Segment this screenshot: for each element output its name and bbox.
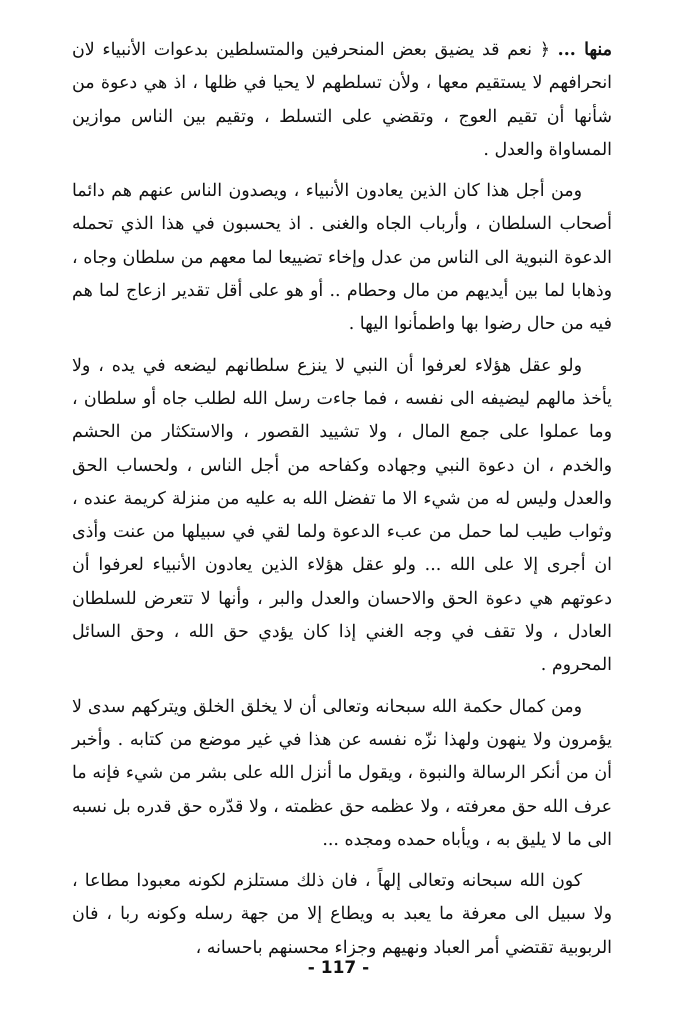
paragraph-1 [72,34,612,167]
text-body [72,34,612,965]
paragraph-text: ﴿ نعم قد يضيق بعض المنحرفين والمتسلطين بدعوات الأنبياء لان انحرافهم لا يستقيم معها ، ولأن تسلطهم لا يحيا في ظلها ، اذ هي دعوة من شأنها أن تقيم العوج ، وتقضي على التسلط ، وتقيم بين الناس موازين المساواة والعدل . [72,40,612,160]
paragraph-5: كون الله سبحانه وتعالى إلهاً ، فان ذلك مستلزم لكونه معبودا مطاعا ، ولا سبيل الى معرفة ما يعبد به ويطاع إلا من جهة رسله وكونه ربا ، فان الربوبية تقتضي أمر العباد ونهيهم وجزاء محسنهم باحسانه ، [72,871,612,958]
paragraph-lead: منها ... [557,40,612,60]
paragraph-4: ومن كمال حكمة الله سبحانه وتعالى أن لا يخلق الخلق ويتركهم سدى لا يؤمرون ولا ينهون ولهذا نزّه نفسه عن هذا في غير موضع من كتابه . وأخبر أن من أنكر الرسالة والنبوة ، ويقول ما أنزل الله على بشر من شيء فإنه ما عرف الله حق معرفته ، ولا عظمه حق عظمته ، ولا قدّره حق قدره بل نسبه الى ما لا يليق به ، ويأباه حمده ومجده ... [72,696,612,850]
paragraph-3: ولو عقل هؤلاء لعرفوا أن النبي لا ينزع سلطانهم ليضعه في يده ، ولا يأخذ مالهم ليضيفه الى نفسه ، فما جاءت رسل الله لطلب جاه أو سلطان ، وما عملوا على جمع المال ، ولا تشييد القصور ، والاستكثار من الحشم والخدم ، ان دعوة النبي وجهاده وكفاحه من أجل الناس ، ولحساب الحق والعدل وليس له من شيء الا ما تفضل الله به عليه من منزلة كريمة عنده ، وثواب طيب لما حمل من عبء الدعوة ولما لقي في سبيلها من عنت وأذى ان أجرى إلا على الله ... ولو عقل هؤلاء الذين يعادون الأنبياء لعرفوا أن دعوتهم هي دعوة الحق والاحسان والعدل والبر ، وأنها لا تتعرض للسلطان العادل ، ولا تقف في وجه الغني إذا كان يؤدي حق الله ، وحق السائل المحروم . [72,355,612,676]
paragraph-2: ومن أجل هذا كان الذين يعادون الأنبياء ، ويصدون الناس عنهم هم دائما أصحاب السلطان ، وأرباب الجاه والغنى . اذ يحسبون في هذا الذي تحمله الدعوة النبوية الى الناس من عدل وإخاء تضييعا لما معهم من سلطان وجاه ، وذهابا لما بين أيديهم من مال وحطام .. أو هو على أقل تقدير ازعاج لما هم فيه من حال رضوا بها واطمأنوا اليها . [72,181,612,335]
page-number: - 117 - [307,958,370,978]
